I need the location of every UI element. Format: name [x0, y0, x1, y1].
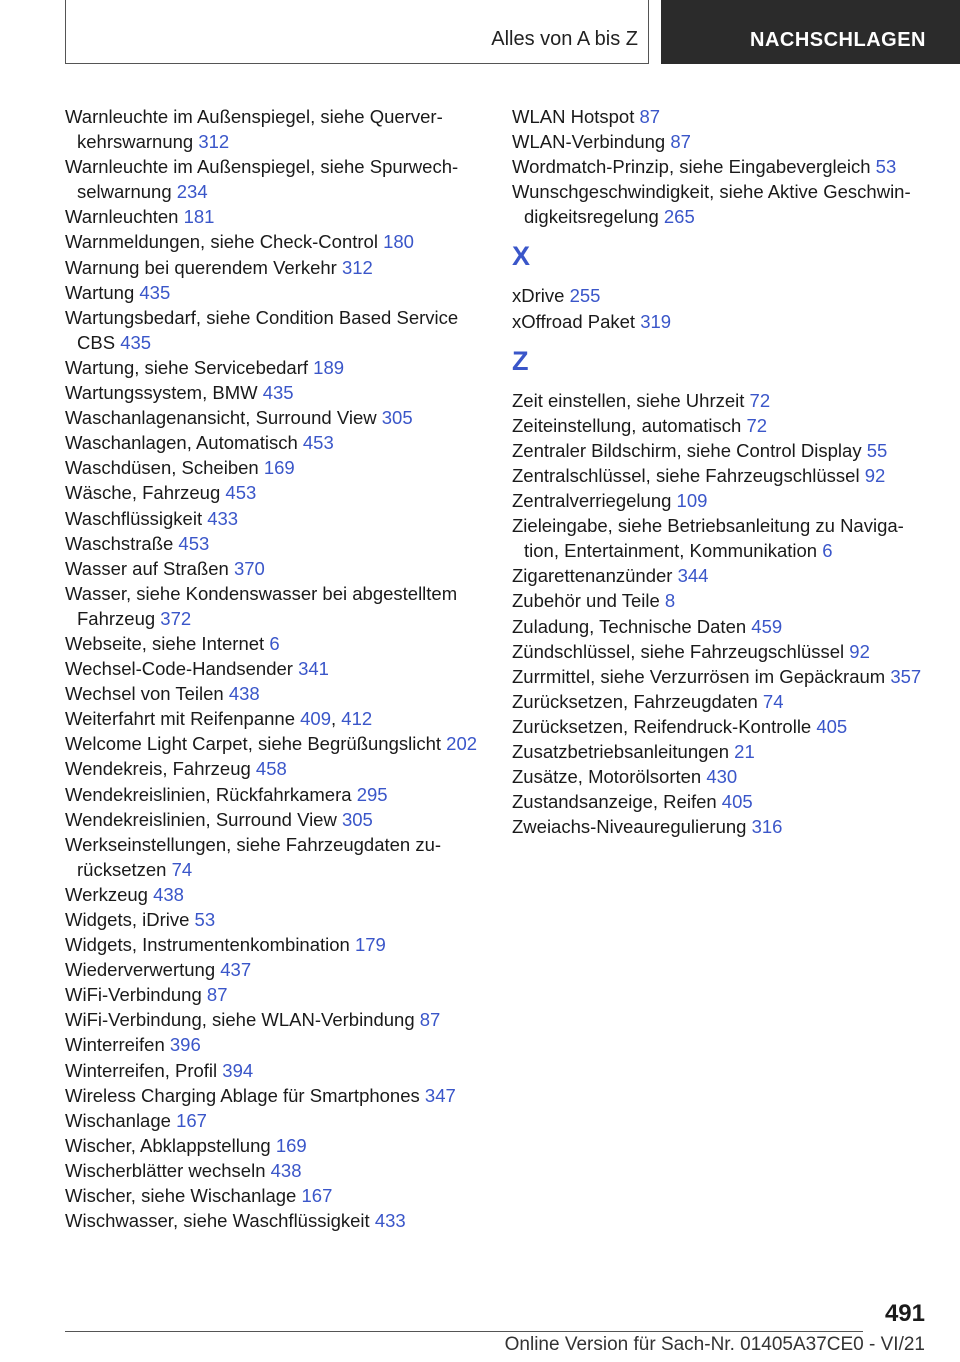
index-entry: [65, 405, 485, 430]
index-entry: [65, 1158, 485, 1183]
index-term: Wireless Charging Ablage für Smartphones: [65, 1084, 420, 1106]
page-reference-link[interactable]: 433: [374, 1210, 406, 1232]
index-term: Wischer, Abklappstellung: [65, 1134, 271, 1156]
index-entry: [65, 882, 485, 907]
index-term: xDrive: [512, 285, 565, 307]
page-reference-link[interactable]: 433: [207, 507, 239, 529]
index-term: Wordmatch-Prinzip, siehe Eingabevergleich: [512, 156, 871, 178]
index-term: Waschanlagen, Automatisch: [65, 432, 298, 454]
index-letter-heading: Z: [512, 345, 529, 376]
page-reference-link[interactable]: 92: [849, 640, 870, 662]
index-entry: [65, 681, 485, 706]
index-term: Wischerblätter wechseln: [65, 1159, 266, 1181]
page-reference-link[interactable]: 458: [255, 758, 287, 780]
page-reference-link[interactable]: 255: [569, 285, 601, 307]
page-reference-link[interactable]: 72: [746, 414, 768, 436]
index-entry: [512, 104, 932, 129]
index-entry: [512, 563, 932, 588]
index-term: Zieleingabe, siehe Betriebsanleitung zu Navigation, Entertainment, Kommunikation: [512, 515, 904, 562]
page-reference-link[interactable]: 74: [762, 690, 784, 712]
index-entry: [512, 179, 932, 229]
index-term: Waschstraße: [65, 532, 174, 554]
footer-rule: [65, 1331, 863, 1332]
page-reference-link[interactable]: 6: [822, 540, 833, 562]
index-entry: [65, 832, 485, 882]
index-entry: [65, 480, 485, 505]
page-reference-link[interactable]: 181: [183, 206, 215, 228]
header-divider: [648, 0, 649, 64]
page-reference-link[interactable]: 87: [670, 131, 691, 153]
index-entry: [65, 229, 485, 254]
index-entry: [65, 355, 485, 380]
index-entry: [65, 932, 485, 957]
index-column-left: [65, 104, 485, 1233]
page-reference-link[interactable]: 169: [275, 1134, 307, 1156]
page-reference-link[interactable]: 109: [676, 490, 708, 512]
index-term: Waschdüsen, Scheiben: [65, 457, 259, 479]
page-reference-link[interactable]: 92: [864, 464, 886, 486]
index-term: Winterreifen, Profil: [65, 1059, 218, 1081]
index-entry: [65, 1208, 485, 1233]
index-term: WiFi-Verbindung: [65, 984, 202, 1006]
page-reference-link[interactable]: 180: [383, 231, 414, 253]
page-reference-link[interactable]: 234: [176, 181, 208, 203]
index-entry: [65, 255, 485, 280]
index-entry: [65, 907, 485, 932]
index-term: Wischwasser, siehe Waschflüssigkeit: [65, 1210, 370, 1232]
page-reference-link[interactable]: 405: [816, 715, 848, 737]
index-term: Zurrmittel, siehe Verzurrösen im Gepäckraum: [512, 665, 886, 687]
index-entry: [512, 814, 932, 839]
page-reference-link[interactable]: 453: [178, 532, 210, 554]
index-term: Zündschlüssel, siehe Fahrzeugschlüssel: [512, 640, 845, 662]
index-entry: [512, 739, 932, 764]
index-entry: [65, 581, 485, 631]
index-term: Zentralschlüssel, siehe Fahrzeugschlüssel: [512, 464, 860, 486]
index-term: Wiederverwertung: [65, 959, 216, 981]
page-reference-link[interactable]: 430: [706, 766, 738, 788]
index-entry: [512, 614, 932, 639]
page-reference-link[interactable]: 312: [198, 131, 230, 153]
index-entry: [65, 1083, 485, 1108]
index-entry: [65, 455, 485, 480]
index-entry: [65, 430, 485, 455]
page-reference-link[interactable]: 305: [341, 808, 373, 830]
index-term: Werkseinstellungen, siehe Fahrzeugdaten zurücksetzen: [65, 833, 442, 880]
index-entry: [65, 631, 485, 656]
index-term: Wartung: [65, 281, 135, 303]
index-term: Warnleuchte im Außenspiegel, siehe Spurwechselwarnung: [65, 156, 459, 203]
page-reference-link[interactable]: 305: [381, 407, 413, 429]
page-reference-link[interactable]: 202: [446, 733, 478, 755]
index-term: Warnmeldungen, siehe Check-Control: [65, 231, 378, 253]
header-bottom-rule: [65, 63, 649, 64]
index-entry: [512, 388, 932, 413]
index-entry: [65, 982, 485, 1007]
index-term: Wunschgeschwindigkeit, siehe Aktive Geschwindigkeitsregelung: [512, 181, 911, 228]
index-entry: [65, 1108, 485, 1133]
index-entry: Weiterfahrt mit Reifenpanne 409, 412: [65, 708, 373, 730]
page-reference-link[interactable]: 8: [664, 590, 676, 612]
index-term: Widgets, iDrive: [65, 909, 190, 930]
index-term: Wendekreislinien, Rückfahrkamera: [65, 783, 352, 805]
page-reference-link[interactable]: 87: [419, 1009, 441, 1031]
index-column-right: [512, 104, 932, 839]
index-term: Zusatzbetriebsanleitungen: [512, 740, 730, 762]
page-reference-link[interactable]: 344: [677, 565, 709, 587]
page-reference-link[interactable]: 316: [751, 816, 783, 838]
index-entry: [512, 488, 932, 513]
page-reference-link[interactable]: 179: [354, 934, 386, 956]
page-reference-link[interactable]: 74: [171, 858, 193, 880]
index-entry: [65, 1183, 485, 1208]
footer-version-text: Online Version für Sach-Nr. 01405A37CE0 - VI/21: [504, 1334, 925, 1355]
page-reference-link[interactable]: 453: [302, 432, 334, 454]
page-reference-link[interactable]: 6: [269, 632, 280, 654]
page-reference-link[interactable]: 53: [875, 156, 897, 178]
index-entry: [65, 782, 485, 807]
page-reference-link[interactable]: 438: [270, 1159, 302, 1181]
chapter-tab-label: NACHSCHLAGEN: [750, 29, 926, 51]
page-reference-link[interactable]: 87: [639, 106, 661, 127]
index-entry: [65, 1032, 485, 1057]
index-entry: [512, 413, 932, 438]
page-reference-link[interactable]: 319: [640, 310, 672, 332]
index-term: WiFi-Verbindung, siehe WLAN-Verbindung: [65, 1009, 415, 1031]
index-term: Wechsel-Code-Handsender: [65, 658, 293, 680]
page-number: 491: [884, 1300, 925, 1327]
index-entry: [512, 689, 932, 714]
page-reference-link[interactable]: 312: [341, 256, 373, 278]
page-reference-link[interactable]: 394: [222, 1059, 254, 1081]
index-letter-heading: X: [512, 241, 531, 272]
index-entry: [65, 807, 485, 832]
page-reference-link[interactable]: 405: [721, 791, 753, 813]
index-entry: [512, 129, 932, 154]
page-reference-link[interactable]: 437: [220, 959, 252, 981]
index-term: Winterreifen: [65, 1034, 165, 1056]
page-reference-link[interactable]: 341: [298, 658, 329, 680]
header-left-rule: [65, 0, 66, 64]
index-term: Wäsche, Fahrzeug: [65, 482, 221, 504]
page-reference-link[interactable]: 347: [424, 1084, 456, 1106]
index-entry: [512, 513, 932, 563]
index-term: Webseite, siehe Internet: [65, 632, 265, 654]
index-entry: [65, 154, 485, 204]
index-entry: [65, 756, 485, 781]
index-term: Warnleuchte im Außenspiegel, siehe Querverkehrswarnung: [65, 106, 443, 153]
page-reference-link[interactable]: 370: [233, 557, 265, 579]
index-entry: [65, 1058, 485, 1083]
index-term: WLAN Hotspot: [512, 106, 635, 127]
index-entry: [65, 204, 485, 229]
index-entry: [512, 588, 932, 613]
page-reference-link[interactable]: 87: [206, 984, 228, 1006]
page-reference-link[interactable]: 169: [263, 457, 295, 479]
index-term: Warnleuchten: [65, 206, 179, 228]
page-reference-link[interactable]: 438: [153, 883, 184, 905]
index-entry: [512, 283, 932, 308]
index-entry: [512, 639, 932, 664]
index-entry: [65, 506, 485, 531]
index-term: Wechsel von Teilen: [65, 683, 224, 705]
index-entry: [512, 154, 932, 179]
index-entry: [65, 104, 485, 154]
index-term: Werkzeug: [65, 883, 148, 905]
index-term: Wartungsbedarf, siehe Condition Based Service CBS: [65, 306, 459, 353]
chapter-tab[interactable]: [661, 0, 960, 64]
index-entry: [65, 1007, 485, 1032]
index-term: Zeiteinstellung, automatisch: [512, 414, 742, 436]
index-term: Zurücksetzen, Reifendruck-Kontrolle: [512, 715, 812, 737]
index-entry: [65, 556, 485, 581]
page-reference-link[interactable]: 265: [663, 206, 695, 228]
index-term: Wendekreis, Fahrzeug: [65, 758, 251, 780]
page-reference-link[interactable]: 438: [228, 683, 260, 705]
index-term: Weiterfahrt mit Reifenpanne: [65, 708, 295, 730]
page-reference-link[interactable]: 459: [751, 615, 783, 637]
page-reference-link[interactable]: 167: [176, 1109, 207, 1131]
index-term: Zweiachs-Niveauregulierung: [512, 816, 747, 838]
index-entry: [65, 731, 485, 756]
page-reference-link[interactable]: 396: [169, 1034, 201, 1056]
index-entry: [65, 280, 485, 305]
index-term: Wartung, siehe Servicebedarf: [65, 356, 309, 378]
index-entry: [512, 714, 932, 739]
page-reference-link[interactable]: 53: [194, 909, 216, 930]
page-reference-link[interactable]: 295: [356, 783, 388, 805]
index-term: Zusätze, Motorölsorten: [512, 766, 702, 788]
index-term: Wischanlage: [65, 1109, 171, 1131]
index-entry: [512, 764, 932, 789]
section-title: Alles von A bis Z: [491, 28, 638, 50]
index-entry: [65, 531, 485, 556]
page-reference-link[interactable]: 55: [866, 439, 888, 461]
index-term: Waschflüssigkeit: [65, 507, 203, 529]
index-entry: [65, 1133, 485, 1158]
index-term: Wendekreislinien, Surround View: [65, 808, 337, 830]
index-term: xOffroad Paket: [512, 310, 636, 332]
page-reference-link[interactable]: 357: [890, 665, 922, 687]
page-reference-link[interactable]: 412: [341, 708, 373, 730]
index-term: WLAN-Verbindung: [512, 131, 666, 153]
index-term: Wartungssystem, BMW: [65, 382, 258, 404]
index-term: Zustandsanzeige, Reifen: [512, 791, 717, 813]
index-term: Zubehör und Teile: [512, 590, 660, 612]
index-term: Zurücksetzen, Fahrzeugdaten: [512, 690, 758, 712]
index-term: Zentraler Bildschirm, siehe Control Display: [512, 439, 862, 461]
index-term: Wasser auf Straßen: [65, 557, 229, 579]
page-reference-link[interactable]: 435: [120, 331, 152, 353]
page-reference-link[interactable]: 167: [301, 1185, 333, 1207]
page-reference-link[interactable]: 435: [262, 382, 294, 404]
index-entry: [512, 438, 932, 463]
index-term: Widgets, Instrumentenkombination: [65, 934, 350, 956]
index-term: Waschanlagenansicht, Surround View: [65, 407, 377, 429]
index-entry: [65, 656, 485, 681]
page-reference-link[interactable]: 189: [313, 356, 345, 378]
index-term: Warnung bei querendem Verkehr: [65, 256, 337, 278]
index-entry: [512, 309, 932, 334]
index-entry: [65, 380, 485, 405]
index-entry: [65, 305, 485, 355]
page-reference-link[interactable]: 21: [734, 740, 755, 762]
page-reference-link[interactable]: 453: [225, 482, 257, 504]
index-term: Wischer, siehe Wischanlage: [65, 1185, 297, 1207]
index-entry: [512, 463, 932, 488]
index-term: Zigarettenanzünder: [512, 565, 673, 587]
page-reference-link[interactable]: 372: [160, 607, 192, 629]
page-reference-link[interactable]: 409: [300, 708, 332, 730]
index-term: Wasser, siehe Kondenswasser bei abgestelltem Fahrzeug: [65, 582, 458, 629]
index-entry: [65, 957, 485, 982]
index-term: Welcome Light Carpet, siehe Begrüßungslicht: [65, 733, 442, 755]
index-term: Zentralverriegelung: [512, 490, 672, 512]
page-reference-link[interactable]: 435: [139, 281, 171, 303]
index-term: Zeit einstellen, siehe Uhrzeit: [512, 389, 745, 411]
index-entry: [512, 664, 932, 689]
index-term: Zuladung, Technische Daten: [512, 615, 747, 637]
index-entry: [512, 789, 932, 814]
page-reference-link[interactable]: 72: [749, 389, 771, 411]
